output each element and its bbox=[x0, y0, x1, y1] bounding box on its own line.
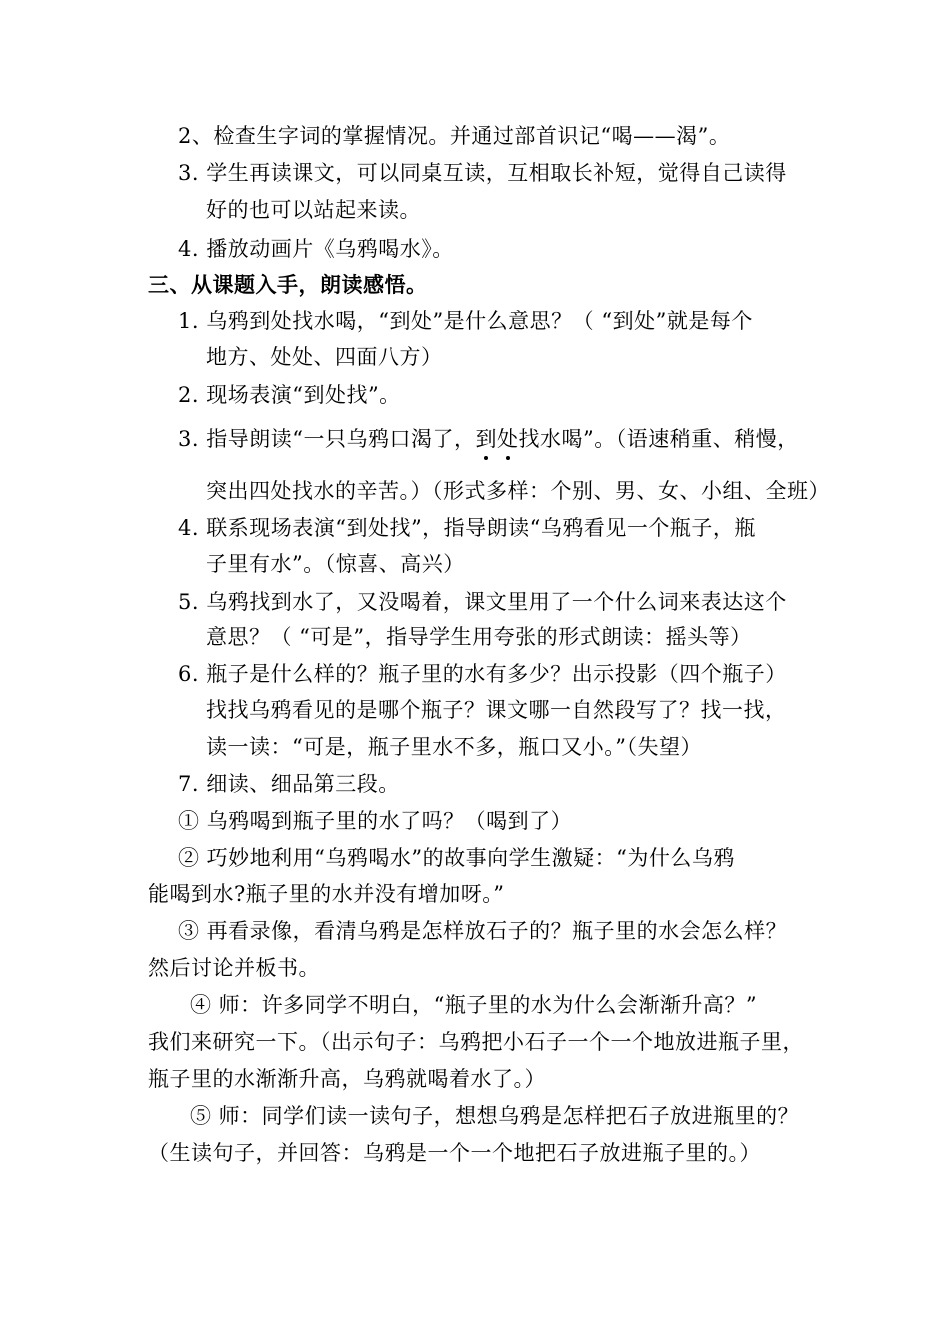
text-line: 突出四处找水的辛苦。）（形式多样：个别、男、女、小组、全班） bbox=[206, 479, 830, 503]
text-line: ④ 师：许多同学不明白，“瓶子里的水为什么会渐渐升高？” bbox=[190, 993, 758, 1017]
text-line: 然后讨论并板书。 bbox=[148, 956, 320, 980]
text-line: 1. 乌鸦到处找水喝，“到处”是什么意思？（ “到处”就是每个 bbox=[178, 309, 753, 333]
text-line: 找找乌鸦看见的是哪个瓶子？课文哪一自然段写了？找一找， bbox=[206, 698, 787, 722]
text-line: 好的也可以站起来读。 bbox=[206, 198, 421, 222]
text-line: 瓶子里的水渐渐升高，乌鸦就喝着水了。） bbox=[148, 1067, 546, 1091]
text-line: 4. 联系现场表演“到处找”，指导朗读“乌鸦看见一个瓶子，瓶 bbox=[178, 516, 756, 540]
text-line: 4. 播放动画片《乌鸦喝水》。 bbox=[178, 237, 454, 261]
text-line: 2、检查生字词的掌握情况。并通过部首识记“喝——渴”。 bbox=[178, 124, 731, 148]
text-line: ⑤ 师：同学们读一读句子，想想乌鸦是怎样把石子放进瓶里的？ bbox=[190, 1104, 800, 1128]
text-line: ② 巧妙地利用“乌鸦喝水”的故事向学生激疑：“为什么乌鸦 bbox=[178, 846, 735, 870]
text-line: 5. 乌鸦找到水了，又没喝着，课文里用了一个什么词来表达这个 bbox=[178, 590, 787, 614]
text-segment: 找水喝”。（语速稍重、稍慢， bbox=[518, 427, 799, 451]
text-segment: 3. 指导朗读“一只乌鸦口渴了， bbox=[178, 427, 476, 451]
emphasis-char: 处 bbox=[496, 427, 519, 451]
text-line: 子里有水”。（惊喜、高兴） bbox=[206, 552, 465, 576]
text-line: ③ 再看录像，看清乌鸦是怎样放石子的？瓶子里的水会怎么样？ bbox=[178, 919, 788, 943]
text-line: 能喝到水?瓶子里的水并没有增加呀。” bbox=[148, 882, 505, 906]
text-line: 意思？（ “可是”，指导学生用夸张的形式朗读：摇头等） bbox=[206, 625, 752, 649]
text-line: 3. 学生再读课文，可以同桌互读，互相取长补短，觉得自己读得 bbox=[178, 161, 787, 185]
text-line: ① 乌鸦喝到瓶子里的水了吗？（喝到了） bbox=[178, 809, 573, 833]
emphasis-char: 到 bbox=[475, 427, 497, 451]
text-line-with-emphasis bbox=[178, 426, 799, 452]
text-line: 读一读：“可是，瓶子里水不多，瓶口又小。”（失望） bbox=[206, 735, 702, 759]
text-line: （生读句子，并回答：乌鸦是一个一个地把石子放进瓶子里的。） bbox=[148, 1141, 761, 1165]
text-line: 7. 细读、细品第三段。 bbox=[178, 772, 400, 796]
text-line: 6. 瓶子是什么样的？瓶子里的水有多少？出示投影（四个瓶子） bbox=[178, 662, 787, 686]
text-line: 地方、处处、四面八方） bbox=[206, 345, 443, 369]
text-line: 我们来研究一下。（出示句子：乌鸦把小石子一个一个地放进瓶子里， bbox=[148, 1030, 804, 1054]
text-line: 2. 现场表演“到处找”。 bbox=[178, 383, 401, 407]
section-heading: 三、从课题入手，朗读感悟。 bbox=[148, 272, 428, 297]
